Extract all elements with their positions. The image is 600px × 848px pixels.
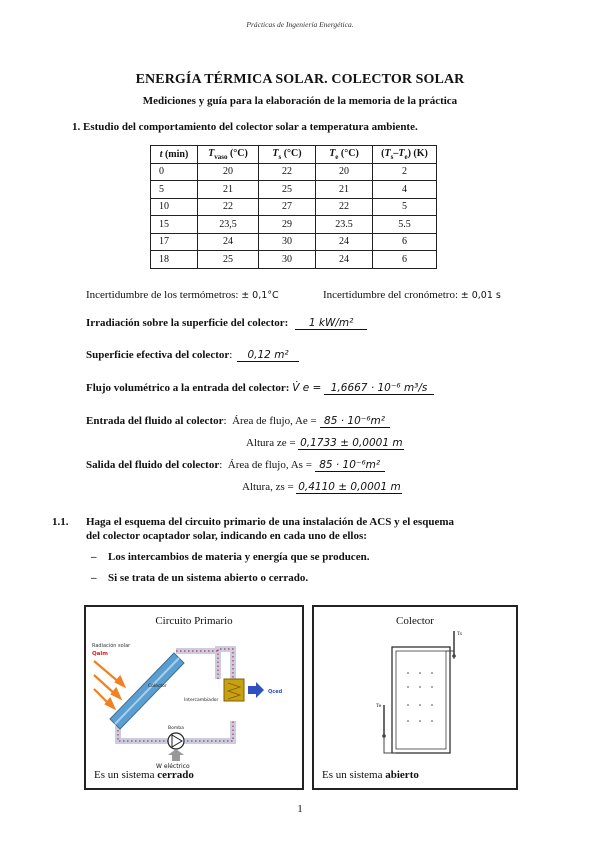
table-header-row xyxy=(151,146,437,164)
section-1-heading: 1. Estudio del comportamiento del colector solar a temperatura ambiente. xyxy=(72,121,418,133)
label-intercambiador: Intercambiador xyxy=(184,698,219,703)
label-radiacion: Radiación solar xyxy=(92,643,131,649)
label-w-electrico: W eléctrico xyxy=(156,763,190,770)
collector-title: Colector xyxy=(396,615,434,627)
flow-label: Flujo volumétrico a la entrada del colector: xyxy=(86,382,290,394)
collector-diagram xyxy=(354,625,494,765)
label-ts: Ts xyxy=(457,632,462,637)
table-cell: 21 xyxy=(198,181,259,199)
inlet-line: Entrada del fluido al colector: Área de flujo, Ae = 85 · 10⁻⁶m² xyxy=(86,415,390,428)
table-cell: 30 xyxy=(259,233,316,251)
table-cell: 24 xyxy=(198,233,259,251)
table-row xyxy=(151,233,437,251)
pump-icon xyxy=(168,733,184,749)
qced-arrow xyxy=(248,682,264,698)
outlet-height-label: Altura, zs = xyxy=(242,481,294,493)
chrono-value: ± 0,01 s xyxy=(460,290,501,301)
primary-circuit-box xyxy=(84,605,304,790)
section-1-1-line1: Haga el esquema del circuito primario de una instalación de ACS y el esquema xyxy=(86,516,454,528)
outlet-label: Salida del fluido del colector xyxy=(86,459,220,471)
inlet-label: Entrada del fluido al colector xyxy=(86,415,224,427)
heat-exchanger xyxy=(224,679,244,701)
irradiation-label: Irradiación sobre la superficie del colector: xyxy=(86,317,289,329)
primary-circuit-caption xyxy=(94,769,194,781)
table-cell: 22 xyxy=(316,198,373,216)
inlet-height-value: 0,1733 ± 0,0001 m xyxy=(300,437,403,449)
outlet-area-label: Área de flujo, As = xyxy=(227,459,312,471)
collector-box xyxy=(312,605,518,790)
caption-cerrado: cerrado xyxy=(157,769,194,781)
inlet-height-label: Altura ze = xyxy=(246,437,296,449)
table-row xyxy=(151,216,437,234)
label-te: Te xyxy=(376,704,382,709)
collector-caption xyxy=(322,769,419,781)
bullet-dash-1: – xyxy=(91,551,97,563)
col-header-delta: $(T_s-T_e)$ (K) xyxy=(373,146,437,164)
table-cell: 17 xyxy=(151,233,198,251)
table-cell: 10 xyxy=(151,198,198,216)
section-1-1-line2: del colector ocaptador solar, indicando en cada uno de ellos: xyxy=(86,530,367,542)
col-header-te: $T_e$ (°C) xyxy=(316,146,373,164)
table-cell: 23.5 xyxy=(316,216,373,234)
table-row xyxy=(151,198,437,216)
outlet-height-line xyxy=(242,481,402,494)
bullet-item-1: Los intercambios de materia y energía que se producen. xyxy=(108,551,370,563)
measurement-table xyxy=(150,145,437,269)
table-cell: 15 xyxy=(151,216,198,234)
outlet-height-value: 0,4110 ± 0,0001 m xyxy=(298,481,401,493)
thermo-value: ± 0,1°C xyxy=(241,290,279,301)
primary-circuit-diagram xyxy=(88,631,298,761)
collector-frame xyxy=(392,647,450,753)
table-cell: 24 xyxy=(316,233,373,251)
caption-prefix: Es un sistema xyxy=(322,769,383,781)
irradiation-line xyxy=(86,317,367,330)
table-cell: 24 xyxy=(316,251,373,269)
flow-value: 1,6667 · 10⁻⁶ m³/s xyxy=(324,382,434,395)
inlet-area-value: 85 · 10⁻⁶m² xyxy=(320,415,390,428)
table-row xyxy=(151,251,437,269)
sun-arrows xyxy=(94,661,124,708)
flow-symbol: V̇ e = xyxy=(292,382,322,394)
document-subtitle: Mediciones y guía para la elaboración de la memoria de la práctica xyxy=(142,95,458,107)
col-header-time: t (min) xyxy=(151,146,198,164)
col-header-ts: $T_s$ (°C) xyxy=(259,146,316,164)
surface-value: 0,12 m² xyxy=(237,349,299,362)
caption-prefix: Es un sistema xyxy=(94,769,155,781)
chrono-uncertainty xyxy=(323,289,501,301)
page-header: Prácticas de Ingeniería Energética. xyxy=(246,20,354,29)
table-cell: 23,5 xyxy=(198,216,259,234)
table-cell: 18 xyxy=(151,251,198,269)
section-1-1-number: 1.1. xyxy=(52,516,69,528)
table-cell: 5 xyxy=(151,181,198,199)
table-cell: 6 xyxy=(373,233,437,251)
thermo-label: Incertidumbre de los termómetros: xyxy=(86,289,239,301)
table-row xyxy=(151,163,437,181)
table-row xyxy=(151,181,437,199)
surface-line: Superficie efectiva del colector: 0,12 m² xyxy=(86,349,299,362)
flow-line xyxy=(86,382,434,395)
collector-panel xyxy=(110,653,184,729)
primary-circuit-title: Circuito Primario xyxy=(155,615,233,627)
inlet-area-label: Área de flujo, Ae = xyxy=(232,415,317,427)
irradiation-value: 1 kW/m² xyxy=(295,317,367,330)
table-cell: 27 xyxy=(259,198,316,216)
col-header-tvaso: $T_{vaso}$ (°C) xyxy=(198,146,259,164)
table-cell: 30 xyxy=(259,251,316,269)
table-cell: 29 xyxy=(259,216,316,234)
bullet-dash-2: – xyxy=(91,572,97,584)
label-qalm: Qalm xyxy=(92,651,109,657)
table-cell: 0 xyxy=(151,163,198,181)
table-cell: 20 xyxy=(198,163,259,181)
table-cell: 20 xyxy=(316,163,373,181)
label-colector: Colector xyxy=(148,684,167,689)
table-cell: 4 xyxy=(373,181,437,199)
label-bomba: Bomba xyxy=(168,726,184,731)
table-cell: 25 xyxy=(259,181,316,199)
page-number: 1 xyxy=(297,803,303,815)
outlet-area-value: 85 · 10⁻⁶m² xyxy=(315,459,385,472)
table-cell: 2 xyxy=(373,163,437,181)
bullet-item-2: Si se trata de un sistema abierto o cerrado. xyxy=(108,572,309,584)
table-cell: 25 xyxy=(198,251,259,269)
table-cell: 5 xyxy=(373,198,437,216)
table-cell: 6 xyxy=(373,251,437,269)
table-cell: 22 xyxy=(198,198,259,216)
inlet-height-line xyxy=(246,437,404,450)
thermometer-uncertainty xyxy=(86,289,279,301)
table-cell: 5.5 xyxy=(373,216,437,234)
surface-label: Superficie efectiva del colector xyxy=(86,349,230,361)
outlet-line: Salida del fluido del colector: Área de flujo, As = 85 · 10⁻⁶m² xyxy=(86,459,385,472)
table-cell: 22 xyxy=(259,163,316,181)
caption-abierto: abierto xyxy=(385,769,419,781)
table-cell: 21 xyxy=(316,181,373,199)
chrono-label: Incertidumbre del cronómetro: xyxy=(323,289,459,301)
label-qced: Qced xyxy=(268,689,283,695)
document-title: ENERGÍA TÉRMICA SOLAR. COLECTOR SOLAR xyxy=(135,72,465,87)
w-electric-arrow xyxy=(168,749,184,761)
